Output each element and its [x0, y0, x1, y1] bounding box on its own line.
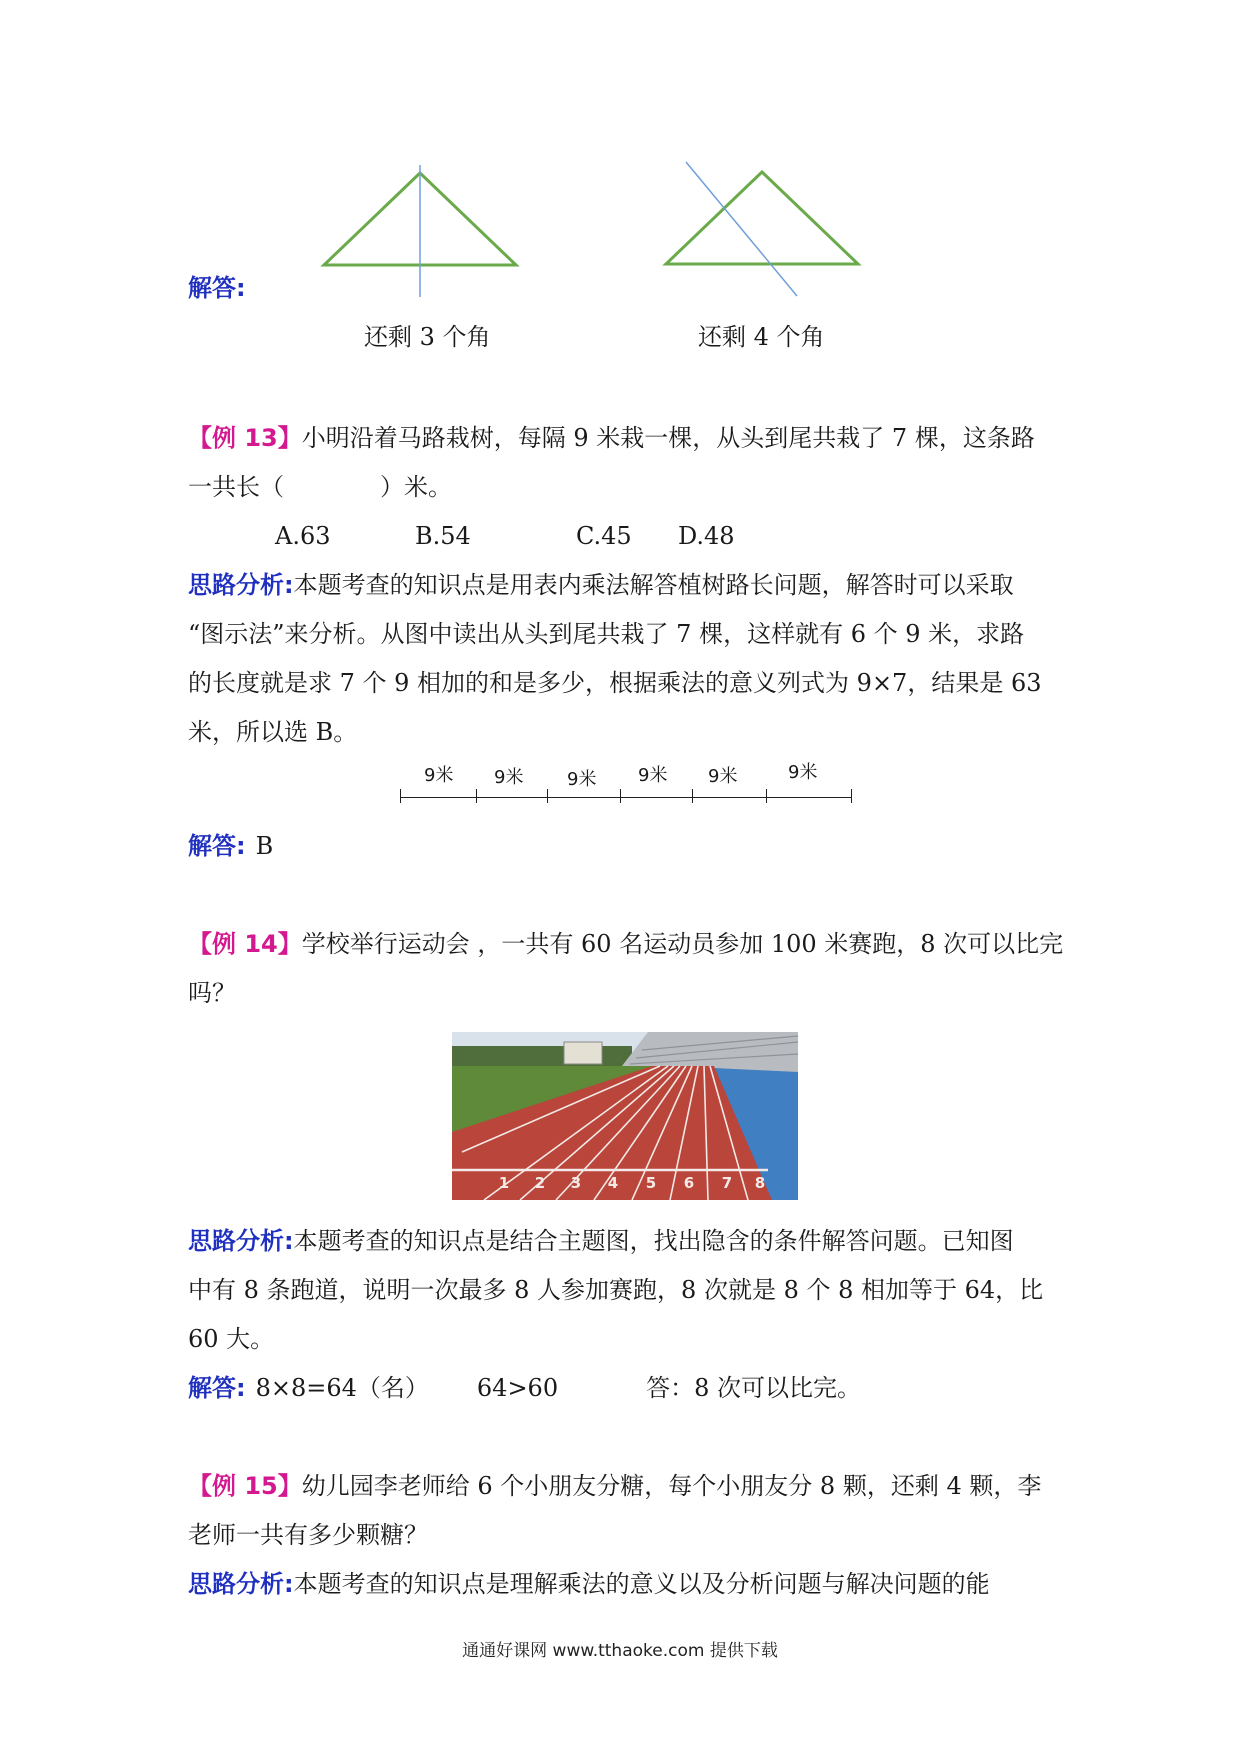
segment-tick — [547, 789, 548, 803]
ex15-label: 【例 15】 — [188, 1472, 302, 1500]
ex14-analysis-line2: 中有 8 条跑道，说明一次最多 8 人参加赛跑，8 次就是 8 个 8 相加等于 64，比 — [188, 1276, 1044, 1304]
segment-tick — [400, 789, 401, 803]
lane-number: 4 — [607, 1174, 619, 1192]
segment-tick — [620, 789, 621, 803]
ex13-analysis-line4: 米，所以选 B。 — [188, 718, 358, 746]
ex14-answer: 解答: 8×8=64（名） 64>60 答：8 次可以比完。 — [188, 1374, 861, 1402]
segment-label: 9米 — [424, 765, 454, 786]
segment-label: 9米 — [788, 762, 818, 783]
ex13-label: 【例 13】 — [188, 424, 302, 452]
lane-number: 7 — [721, 1174, 733, 1192]
segment-label: 9米 — [494, 767, 524, 788]
ex15-question-line2: 老师一共有多少颗糖？ — [188, 1521, 428, 1549]
ex14-analysis-line3: 60 大。 — [188, 1325, 275, 1353]
lane-number: 6 — [683, 1174, 695, 1192]
segment-tick — [851, 789, 852, 803]
segment-label: 9米 — [708, 766, 738, 787]
analysis-label: 思路分析: — [188, 1570, 294, 1598]
lane-number: 3 — [570, 1174, 582, 1192]
answer-label: 解答: — [188, 1374, 246, 1402]
option-c: C.45 — [576, 522, 632, 550]
lane-number: 2 — [534, 1174, 546, 1192]
ex13-answer: 解答: B — [188, 832, 274, 860]
answer-label: 解答: — [188, 832, 246, 860]
page-footer: 通通好课网 www.tthaoke.com 提供下载 — [462, 1641, 778, 1661]
option-d: D.48 — [678, 522, 735, 550]
option-a: A.63 — [275, 522, 331, 550]
analysis-label: 思路分析: — [188, 571, 294, 599]
caption-left: 还剩 3 个角 — [364, 323, 491, 351]
answer-label: 解答: — [188, 274, 246, 302]
ex13-options — [275, 521, 735, 551]
analysis-label: 思路分析: — [188, 1227, 294, 1255]
ex14-question-line2: 吗？ — [188, 979, 236, 1007]
segment-label: 9米 — [638, 765, 668, 786]
caption-right: 还剩 4 个角 — [698, 323, 825, 351]
segment-baseline — [400, 797, 852, 798]
lane-number: 5 — [645, 1174, 657, 1192]
lane-number: 1 — [498, 1174, 510, 1192]
option-b: B.54 — [415, 522, 471, 550]
segment-tick — [692, 789, 693, 803]
segment-label: 9米 — [567, 769, 597, 790]
segment-tick — [766, 789, 767, 803]
ex15-question-line1: 【例 15】幼儿园李老师给 6 个小朋友分糖，每个小朋友分 8 颗，还剩 4 颗，李 — [188, 1472, 1042, 1500]
ex14-question-line1: 【例 14】学校举行运动会 ，一共有 60 名运动员参加 100 米赛跑，8 次可以比完 — [188, 930, 1064, 958]
segment-diagram — [398, 755, 858, 811]
ex15-analysis-line1: 思路分析:本题考查的知识点是理解乘法的意义以及分析问题与解决问题的能 — [188, 1570, 990, 1598]
triangle-cut-diagram-right — [660, 160, 870, 300]
triangle-shape — [666, 172, 858, 264]
segment-tick — [476, 789, 477, 803]
running-track-photo — [452, 1032, 798, 1200]
ex13-analysis-line1: 思路分析:本题考查的知识点是用表内乘法解答植树路长问题，解答时可以采取 — [188, 571, 1014, 599]
ex13-question-line1: 【例 13】小明沿着马路栽树，每隔 9 米栽一棵，从头到尾共栽了 7 棵，这条路 — [188, 424, 1035, 452]
ex13-analysis-line2: “图示法”来分析。从图中读出从头到尾共栽了 7 棵，这样就有 6 个 9 米，求路 — [188, 620, 1025, 648]
ex14-analysis-line1: 思路分析:本题考查的知识点是结合主题图，找出隐含的条件解答问题。已知图 — [188, 1227, 1014, 1255]
ex13-question-line2: 一共长（ ）米。 — [188, 473, 452, 501]
ex14-label: 【例 14】 — [188, 930, 302, 958]
ex13-analysis-line3: 的长度就是求 7 个 9 相加的和是多少，根据乘法的意义列式为 9×7，结果是 63 — [188, 669, 1042, 697]
lane-number: 8 — [754, 1174, 766, 1192]
triangle-cut-diagram-left — [318, 165, 530, 300]
